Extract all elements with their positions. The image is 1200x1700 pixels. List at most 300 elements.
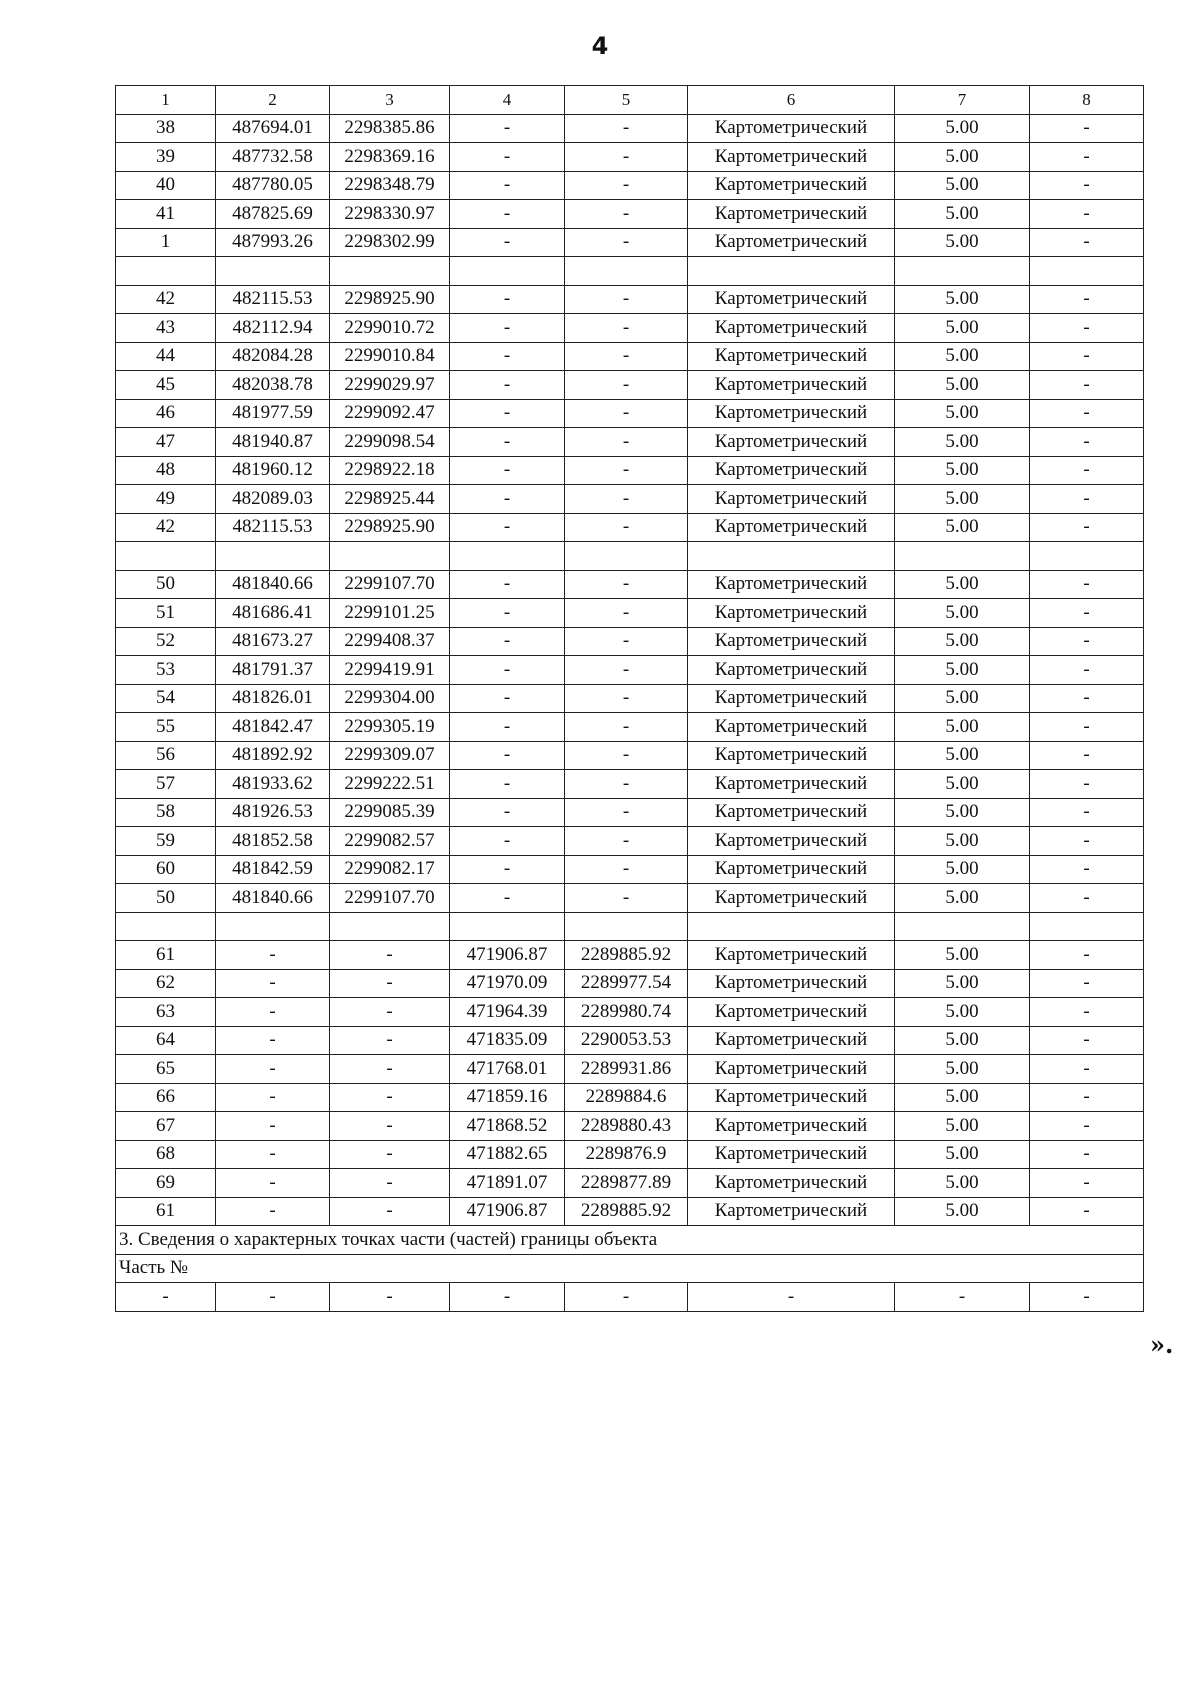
table-row — [116, 114, 1144, 143]
y-new-cell: 2289876.9 — [565, 1140, 688, 1169]
point-number-cell: 44 — [116, 342, 216, 371]
table-row — [116, 143, 1144, 172]
x-new-cell: - — [450, 770, 565, 799]
x-existing-cell: 481791.37 — [216, 656, 330, 685]
y-new-cell: 2289880.43 — [565, 1112, 688, 1141]
x-existing-cell — [216, 542, 330, 571]
point-number-cell: 56 — [116, 741, 216, 770]
method-cell — [688, 542, 895, 571]
precision-cell: 5.00 — [895, 371, 1030, 400]
x-new-cell: 471906.87 — [450, 941, 565, 970]
x-existing-cell: 481840.66 — [216, 570, 330, 599]
y-new-cell: - — [565, 428, 688, 457]
point-number-cell: 55 — [116, 713, 216, 742]
x-new-cell — [450, 912, 565, 941]
x-new-cell — [450, 257, 565, 286]
y-existing-cell: 2299107.70 — [330, 570, 450, 599]
point-number-cell: 65 — [116, 1055, 216, 1084]
method-cell: Картометрический — [688, 713, 895, 742]
table-row — [116, 998, 1144, 1027]
precision-cell: 5.00 — [895, 513, 1030, 542]
y-existing-cell: 2298925.44 — [330, 485, 450, 514]
y-new-cell: - — [565, 713, 688, 742]
table-row — [116, 1083, 1144, 1112]
description-cell: - — [1030, 684, 1144, 713]
x-existing-cell: 487732.58 — [216, 143, 330, 172]
y-existing-cell: 2298369.16 — [330, 143, 450, 172]
x-new-cell: 471868.52 — [450, 1112, 565, 1141]
description-cell: - — [1030, 1112, 1144, 1141]
y-new-cell: 2289977.54 — [565, 969, 688, 998]
column-number-row — [116, 86, 1144, 115]
x-new-cell: 471970.09 — [450, 969, 565, 998]
description-cell: - — [1030, 399, 1144, 428]
x-new-cell: - — [450, 342, 565, 371]
column-number-cell: 5 — [565, 86, 688, 115]
table-row — [116, 656, 1144, 685]
point-number-cell: 51 — [116, 599, 216, 628]
description-cell: - — [1030, 798, 1144, 827]
table-row — [116, 1169, 1144, 1198]
table-row — [116, 570, 1144, 599]
part-data-cell: - — [450, 1283, 565, 1312]
precision-cell — [895, 542, 1030, 571]
point-number-cell: 47 — [116, 428, 216, 457]
y-existing-cell: 2298925.90 — [330, 285, 450, 314]
column-number-cell: 4 — [450, 86, 565, 115]
y-new-cell — [565, 542, 688, 571]
y-existing-cell: 2299408.37 — [330, 627, 450, 656]
description-cell — [1030, 257, 1144, 286]
description-cell: - — [1030, 428, 1144, 457]
x-new-cell: - — [450, 570, 565, 599]
point-number-cell: 64 — [116, 1026, 216, 1055]
x-existing-cell: - — [216, 1055, 330, 1084]
method-cell: Картометрический — [688, 627, 895, 656]
table-row — [116, 485, 1144, 514]
table-row — [116, 342, 1144, 371]
x-new-cell: 471891.07 — [450, 1169, 565, 1198]
y-new-cell: - — [565, 627, 688, 656]
table-row — [116, 285, 1144, 314]
precision-cell: 5.00 — [895, 143, 1030, 172]
precision-cell: 5.00 — [895, 314, 1030, 343]
coordinates-table — [115, 85, 1144, 1312]
description-cell: - — [1030, 969, 1144, 998]
precision-cell: 5.00 — [895, 770, 1030, 799]
y-new-cell: - — [565, 200, 688, 229]
y-existing-cell: 2299010.84 — [330, 342, 450, 371]
method-cell: Картометрический — [688, 171, 895, 200]
description-cell: - — [1030, 228, 1144, 257]
y-new-cell: - — [565, 143, 688, 172]
method-cell: Картометрический — [688, 1197, 895, 1226]
point-number-cell: 67 — [116, 1112, 216, 1141]
y-existing-cell: - — [330, 1083, 450, 1112]
y-existing-cell: - — [330, 969, 450, 998]
method-cell: Картометрический — [688, 428, 895, 457]
description-cell: - — [1030, 998, 1144, 1027]
table-row — [116, 684, 1144, 713]
description-cell: - — [1030, 1026, 1144, 1055]
point-number-cell: 50 — [116, 884, 216, 913]
table-row — [116, 855, 1144, 884]
point-number-cell: 41 — [116, 200, 216, 229]
part-label: Часть № — [116, 1254, 1144, 1283]
x-existing-cell: 481926.53 — [216, 798, 330, 827]
description-cell: - — [1030, 200, 1144, 229]
method-cell: Картометрический — [688, 1083, 895, 1112]
table-row — [116, 770, 1144, 799]
description-cell: - — [1030, 513, 1144, 542]
y-existing-cell: - — [330, 1169, 450, 1198]
x-existing-cell: 481940.87 — [216, 428, 330, 457]
description-cell: - — [1030, 713, 1144, 742]
description-cell: - — [1030, 1055, 1144, 1084]
x-new-cell: - — [450, 741, 565, 770]
description-cell: - — [1030, 656, 1144, 685]
description-cell: - — [1030, 114, 1144, 143]
description-cell: - — [1030, 884, 1144, 913]
method-cell: Картометрический — [688, 969, 895, 998]
x-new-cell: - — [450, 855, 565, 884]
precision-cell: 5.00 — [895, 228, 1030, 257]
column-number-cell: 7 — [895, 86, 1030, 115]
y-existing-cell: 2298330.97 — [330, 200, 450, 229]
point-number-cell: 53 — [116, 656, 216, 685]
y-existing-cell: 2299085.39 — [330, 798, 450, 827]
y-new-cell: - — [565, 171, 688, 200]
table-row — [116, 1197, 1144, 1226]
description-cell: - — [1030, 456, 1144, 485]
y-new-cell: - — [565, 456, 688, 485]
y-new-cell: - — [565, 798, 688, 827]
x-new-cell: - — [450, 627, 565, 656]
y-new-cell: - — [565, 884, 688, 913]
x-existing-cell: 487780.05 — [216, 171, 330, 200]
table-row — [116, 428, 1144, 457]
y-existing-cell: - — [330, 1140, 450, 1169]
precision-cell: 5.00 — [895, 941, 1030, 970]
y-new-cell: 2289877.89 — [565, 1169, 688, 1198]
method-cell: Картометрический — [688, 399, 895, 428]
x-existing-cell: 481852.58 — [216, 827, 330, 856]
table-row — [116, 627, 1144, 656]
method-cell: Картометрический — [688, 228, 895, 257]
precision-cell: 5.00 — [895, 285, 1030, 314]
point-number-cell: 50 — [116, 570, 216, 599]
part-data-cell: - — [895, 1283, 1030, 1312]
method-cell: Картометрический — [688, 827, 895, 856]
x-existing-cell: 482038.78 — [216, 371, 330, 400]
point-number-cell: 52 — [116, 627, 216, 656]
column-number-cell: 2 — [216, 86, 330, 115]
table-row — [116, 741, 1144, 770]
table-row — [116, 1055, 1144, 1084]
x-new-cell: - — [450, 713, 565, 742]
precision-cell: 5.00 — [895, 570, 1030, 599]
point-number-cell: 61 — [116, 1197, 216, 1226]
point-number-cell: 38 — [116, 114, 216, 143]
y-new-cell: - — [565, 314, 688, 343]
point-number-cell: 61 — [116, 941, 216, 970]
table-row — [116, 884, 1144, 913]
part-data-cell: - — [116, 1283, 216, 1312]
description-cell: - — [1030, 1197, 1144, 1226]
part-data-cell: - — [688, 1283, 895, 1312]
part-data-cell: - — [1030, 1283, 1144, 1312]
point-number-cell: 40 — [116, 171, 216, 200]
precision-cell: 5.00 — [895, 485, 1030, 514]
point-number-cell: 45 — [116, 371, 216, 400]
y-new-cell: - — [565, 285, 688, 314]
x-new-cell: 471835.09 — [450, 1026, 565, 1055]
x-new-cell: - — [450, 171, 565, 200]
method-cell: Картометрический — [688, 456, 895, 485]
x-existing-cell — [216, 912, 330, 941]
method-cell: Картометрический — [688, 998, 895, 1027]
section-heading-row — [116, 1226, 1144, 1255]
table-row — [116, 200, 1144, 229]
point-number-cell: 57 — [116, 770, 216, 799]
y-new-cell: - — [565, 513, 688, 542]
point-number-cell: 54 — [116, 684, 216, 713]
x-new-cell: - — [450, 314, 565, 343]
description-cell: - — [1030, 1169, 1144, 1198]
x-existing-cell: - — [216, 1169, 330, 1198]
y-new-cell: - — [565, 656, 688, 685]
x-existing-cell: 481842.47 — [216, 713, 330, 742]
point-number-cell: 69 — [116, 1169, 216, 1198]
method-cell: Картометрический — [688, 1169, 895, 1198]
x-existing-cell: 481842.59 — [216, 855, 330, 884]
y-new-cell: - — [565, 741, 688, 770]
x-new-cell: - — [450, 143, 565, 172]
method-cell: Картометрический — [688, 798, 895, 827]
description-cell: - — [1030, 855, 1144, 884]
table-row — [116, 513, 1144, 542]
x-existing-cell: - — [216, 1083, 330, 1112]
x-existing-cell: 487993.26 — [216, 228, 330, 257]
y-existing-cell: 2299101.25 — [330, 599, 450, 628]
x-new-cell: 471768.01 — [450, 1055, 565, 1084]
column-number-cell: 8 — [1030, 86, 1144, 115]
x-existing-cell: 481840.66 — [216, 884, 330, 913]
point-number-cell: 48 — [116, 456, 216, 485]
precision-cell — [895, 912, 1030, 941]
method-cell: Картометрический — [688, 1140, 895, 1169]
column-number-cell: 6 — [688, 86, 895, 115]
precision-cell: 5.00 — [895, 1169, 1030, 1198]
table-row — [116, 228, 1144, 257]
x-existing-cell — [216, 257, 330, 286]
method-cell — [688, 257, 895, 286]
y-existing-cell: - — [330, 998, 450, 1027]
y-new-cell: 2289884.6 — [565, 1083, 688, 1112]
point-number-cell: 49 — [116, 485, 216, 514]
x-new-cell: 471964.39 — [450, 998, 565, 1027]
point-number-cell: 59 — [116, 827, 216, 856]
point-number-cell: 63 — [116, 998, 216, 1027]
x-new-cell: - — [450, 684, 565, 713]
method-cell: Картометрический — [688, 941, 895, 970]
method-cell: Картометрический — [688, 513, 895, 542]
x-existing-cell: - — [216, 1026, 330, 1055]
precision-cell: 5.00 — [895, 599, 1030, 628]
section-heading: 3. Сведения о характерных точках части (частей) границы объекта — [116, 1226, 1144, 1255]
method-cell: Картометрический — [688, 656, 895, 685]
y-existing-cell: 2299305.19 — [330, 713, 450, 742]
point-number-cell: 62 — [116, 969, 216, 998]
x-existing-cell: - — [216, 1140, 330, 1169]
point-number-cell — [116, 257, 216, 286]
y-new-cell: - — [565, 371, 688, 400]
precision-cell: 5.00 — [895, 884, 1030, 913]
method-cell: Картометрический — [688, 200, 895, 229]
column-number-cell: 3 — [330, 86, 450, 115]
point-number-cell: 43 — [116, 314, 216, 343]
description-cell: - — [1030, 143, 1144, 172]
point-number-cell: 58 — [116, 798, 216, 827]
y-existing-cell: - — [330, 941, 450, 970]
x-new-cell: - — [450, 513, 565, 542]
y-new-cell: - — [565, 599, 688, 628]
x-existing-cell: 481960.12 — [216, 456, 330, 485]
x-new-cell: - — [450, 656, 565, 685]
x-existing-cell: 487694.01 — [216, 114, 330, 143]
column-number-cell: 1 — [116, 86, 216, 115]
precision-cell: 5.00 — [895, 1140, 1030, 1169]
y-existing-cell: 2298348.79 — [330, 171, 450, 200]
method-cell: Картометрический — [688, 855, 895, 884]
description-cell — [1030, 542, 1144, 571]
x-existing-cell: 481826.01 — [216, 684, 330, 713]
y-existing-cell: 2299419.91 — [330, 656, 450, 685]
method-cell: Картометрический — [688, 342, 895, 371]
y-new-cell: - — [565, 114, 688, 143]
method-cell: Картометрический — [688, 884, 895, 913]
x-new-cell: - — [450, 200, 565, 229]
x-new-cell: - — [450, 798, 565, 827]
method-cell: Картометрический — [688, 1055, 895, 1084]
precision-cell: 5.00 — [895, 713, 1030, 742]
table-row — [116, 827, 1144, 856]
x-new-cell: - — [450, 827, 565, 856]
y-existing-cell: 2299092.47 — [330, 399, 450, 428]
y-existing-cell — [330, 542, 450, 571]
x-new-cell: - — [450, 485, 565, 514]
method-cell: Картометрический — [688, 1112, 895, 1141]
y-existing-cell: 2299098.54 — [330, 428, 450, 457]
method-cell: Картометрический — [688, 570, 895, 599]
y-new-cell: - — [565, 684, 688, 713]
precision-cell: 5.00 — [895, 1026, 1030, 1055]
point-number-cell: 1 — [116, 228, 216, 257]
precision-cell: 5.00 — [895, 855, 1030, 884]
y-existing-cell: - — [330, 1026, 450, 1055]
x-new-cell: - — [450, 228, 565, 257]
y-existing-cell: 2299082.17 — [330, 855, 450, 884]
point-number-cell: 68 — [116, 1140, 216, 1169]
point-number-cell: 42 — [116, 513, 216, 542]
y-new-cell: - — [565, 228, 688, 257]
point-number-cell — [116, 912, 216, 941]
description-cell: - — [1030, 827, 1144, 856]
y-existing-cell: 2299029.97 — [330, 371, 450, 400]
y-existing-cell: 2299107.70 — [330, 884, 450, 913]
table-row — [116, 798, 1144, 827]
y-new-cell: - — [565, 342, 688, 371]
precision-cell — [895, 257, 1030, 286]
x-existing-cell: 482115.53 — [216, 285, 330, 314]
description-cell: - — [1030, 627, 1144, 656]
y-existing-cell: 2299010.72 — [330, 314, 450, 343]
precision-cell: 5.00 — [895, 456, 1030, 485]
method-cell: Картометрический — [688, 1026, 895, 1055]
x-existing-cell: 487825.69 — [216, 200, 330, 229]
precision-cell: 5.00 — [895, 998, 1030, 1027]
x-new-cell: - — [450, 599, 565, 628]
method-cell: Картометрический — [688, 770, 895, 799]
description-cell: - — [1030, 941, 1144, 970]
description-cell: - — [1030, 314, 1144, 343]
precision-cell: 5.00 — [895, 342, 1030, 371]
method-cell: Картометрический — [688, 285, 895, 314]
y-new-cell: - — [565, 570, 688, 599]
point-number-cell: 46 — [116, 399, 216, 428]
table-row — [116, 713, 1144, 742]
method-cell: Картометрический — [688, 599, 895, 628]
x-existing-cell: - — [216, 969, 330, 998]
table-row — [116, 599, 1144, 628]
description-cell: - — [1030, 599, 1144, 628]
table-row — [116, 314, 1144, 343]
y-existing-cell: - — [330, 1055, 450, 1084]
y-existing-cell: 2298922.18 — [330, 456, 450, 485]
y-existing-cell: 2298925.90 — [330, 513, 450, 542]
y-existing-cell: 2299082.57 — [330, 827, 450, 856]
precision-cell: 5.00 — [895, 1112, 1030, 1141]
point-number-cell — [116, 542, 216, 571]
y-existing-cell: 2299309.07 — [330, 741, 450, 770]
precision-cell: 5.00 — [895, 656, 1030, 685]
coordinates-table-body — [116, 86, 1144, 1312]
table-row — [116, 1026, 1144, 1055]
description-cell: - — [1030, 1083, 1144, 1112]
x-existing-cell: 481892.92 — [216, 741, 330, 770]
y-new-cell: - — [565, 485, 688, 514]
table-row — [116, 941, 1144, 970]
y-existing-cell: 2299304.00 — [330, 684, 450, 713]
y-existing-cell: 2298385.86 — [330, 114, 450, 143]
contour-separator-row — [116, 542, 1144, 571]
table-row — [116, 969, 1144, 998]
y-new-cell: 2289885.92 — [565, 941, 688, 970]
x-existing-cell: 482112.94 — [216, 314, 330, 343]
x-new-cell: 471859.16 — [450, 1083, 565, 1112]
method-cell: Картометрический — [688, 741, 895, 770]
description-cell: - — [1030, 342, 1144, 371]
y-new-cell: - — [565, 827, 688, 856]
method-cell: Картометрический — [688, 485, 895, 514]
x-new-cell: 471882.65 — [450, 1140, 565, 1169]
precision-cell: 5.00 — [895, 798, 1030, 827]
method-cell: Картометрический — [688, 371, 895, 400]
description-cell: - — [1030, 570, 1144, 599]
x-new-cell: - — [450, 285, 565, 314]
x-new-cell: - — [450, 114, 565, 143]
table-row — [116, 1112, 1144, 1141]
